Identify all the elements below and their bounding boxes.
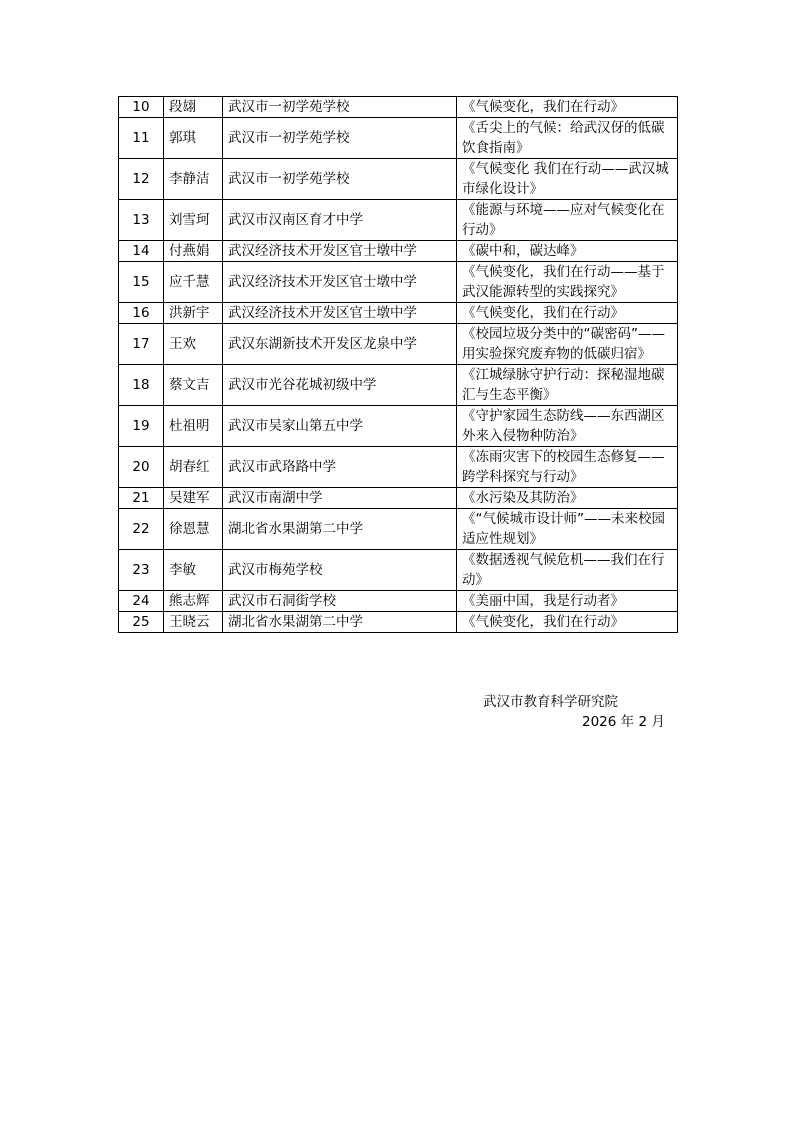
table-row (119, 406, 678, 447)
row-number: 18 (119, 365, 164, 406)
table-row (119, 550, 678, 591)
project-title: 《数据透视气候危机——我们在行动》 (457, 550, 678, 591)
table-row (119, 200, 678, 241)
project-title: 《“气候城市设计师”——未来校园适应性规划》 (457, 509, 678, 550)
teacher-name: 应千慧 (164, 262, 223, 303)
school-name: 武汉市一初学苑学校 (223, 97, 457, 118)
project-title: 《冻雨灾害下的校园生态修复——跨学科探究与行动》 (457, 447, 678, 488)
row-number: 23 (119, 550, 164, 591)
school-name: 武汉市武珞路中学 (223, 447, 457, 488)
teacher-name: 熊志辉 (164, 591, 223, 612)
teacher-name: 刘雪珂 (164, 200, 223, 241)
teacher-name: 李敏 (164, 550, 223, 591)
award-list-table (118, 96, 678, 633)
project-title: 《气候变化，我们在行动——基于武汉能源转型的实践探究》 (457, 262, 678, 303)
table-row (119, 488, 678, 509)
school-name: 湖北省水果湖第二中学 (223, 509, 457, 550)
project-title: 《舌尖上的气候：给武汉伢的低碳饮食指南》 (457, 118, 678, 159)
project-title: 《气候变化，我们在行动》 (457, 97, 678, 118)
row-number: 17 (119, 324, 164, 365)
school-name: 武汉经济技术开发区官士墩中学 (223, 303, 457, 324)
school-name: 武汉市梅苑学校 (223, 550, 457, 591)
teacher-name: 段翃 (164, 97, 223, 118)
table-row (119, 118, 678, 159)
table-row (119, 612, 678, 633)
school-name: 武汉市光谷花城初级中学 (223, 365, 457, 406)
teacher-name: 蔡文吉 (164, 365, 223, 406)
teacher-name: 王晓云 (164, 612, 223, 633)
teacher-name: 胡春红 (164, 447, 223, 488)
row-number: 14 (119, 241, 164, 262)
issuing-organization: 武汉市教育科学研究院 (483, 694, 618, 710)
school-name: 武汉东湖新技术开发区龙泉中学 (223, 324, 457, 365)
row-number: 24 (119, 591, 164, 612)
row-number: 10 (119, 97, 164, 118)
teacher-name: 李静洁 (164, 159, 223, 200)
project-title: 《校园垃圾分类中的“碳密码”——用实验探究废弃物的低碳归宿》 (457, 324, 678, 365)
school-name: 武汉市石洞街学校 (223, 591, 457, 612)
table-row (119, 262, 678, 303)
teacher-name: 洪新宇 (164, 303, 223, 324)
table-row (119, 303, 678, 324)
project-title: 《守护家园生态防线——东西湖区外来入侵物种防治》 (457, 406, 678, 447)
project-title: 《气候变化 我们在行动——武汉城市绿化设计》 (457, 159, 678, 200)
teacher-name: 徐恩慧 (164, 509, 223, 550)
school-name: 湖北省水果湖第二中学 (223, 612, 457, 633)
issue-date: 2026 年 2 月 (582, 714, 665, 730)
row-number: 19 (119, 406, 164, 447)
row-number: 16 (119, 303, 164, 324)
row-number: 13 (119, 200, 164, 241)
table-row (119, 509, 678, 550)
table-row (119, 324, 678, 365)
table-row (119, 241, 678, 262)
award-list-body (119, 97, 678, 633)
school-name: 武汉市吴家山第五中学 (223, 406, 457, 447)
row-number: 21 (119, 488, 164, 509)
teacher-name: 吴建军 (164, 488, 223, 509)
project-title: 《水污染及其防治》 (457, 488, 678, 509)
table-row (119, 447, 678, 488)
school-name: 武汉经济技术开发区官士墩中学 (223, 262, 457, 303)
row-number: 22 (119, 509, 164, 550)
school-name: 武汉市汉南区育才中学 (223, 200, 457, 241)
table-row (119, 365, 678, 406)
school-name: 武汉市南湖中学 (223, 488, 457, 509)
project-title: 《美丽中国，我是行动者》 (457, 591, 678, 612)
project-title: 《能源与环境——应对气候变化在行动》 (457, 200, 678, 241)
row-number: 11 (119, 118, 164, 159)
school-name: 武汉市一初学苑学校 (223, 159, 457, 200)
project-title: 《江城绿脉守护行动：探秘湿地碳汇与生态平衡》 (457, 365, 678, 406)
teacher-name: 杜祖明 (164, 406, 223, 447)
teacher-name: 王欢 (164, 324, 223, 365)
row-number: 15 (119, 262, 164, 303)
table-row (119, 159, 678, 200)
project-title: 《碳中和，碳达峰》 (457, 241, 678, 262)
row-number: 20 (119, 447, 164, 488)
table-row (119, 591, 678, 612)
teacher-name: 付燕娟 (164, 241, 223, 262)
school-name: 武汉经济技术开发区官士墩中学 (223, 241, 457, 262)
row-number: 25 (119, 612, 164, 633)
project-title: 《气候变化，我们在行动》 (457, 303, 678, 324)
table-row (119, 97, 678, 118)
teacher-name: 郭琪 (164, 118, 223, 159)
school-name: 武汉市一初学苑学校 (223, 118, 457, 159)
row-number: 12 (119, 159, 164, 200)
project-title: 《气候变化，我们在行动》 (457, 612, 678, 633)
